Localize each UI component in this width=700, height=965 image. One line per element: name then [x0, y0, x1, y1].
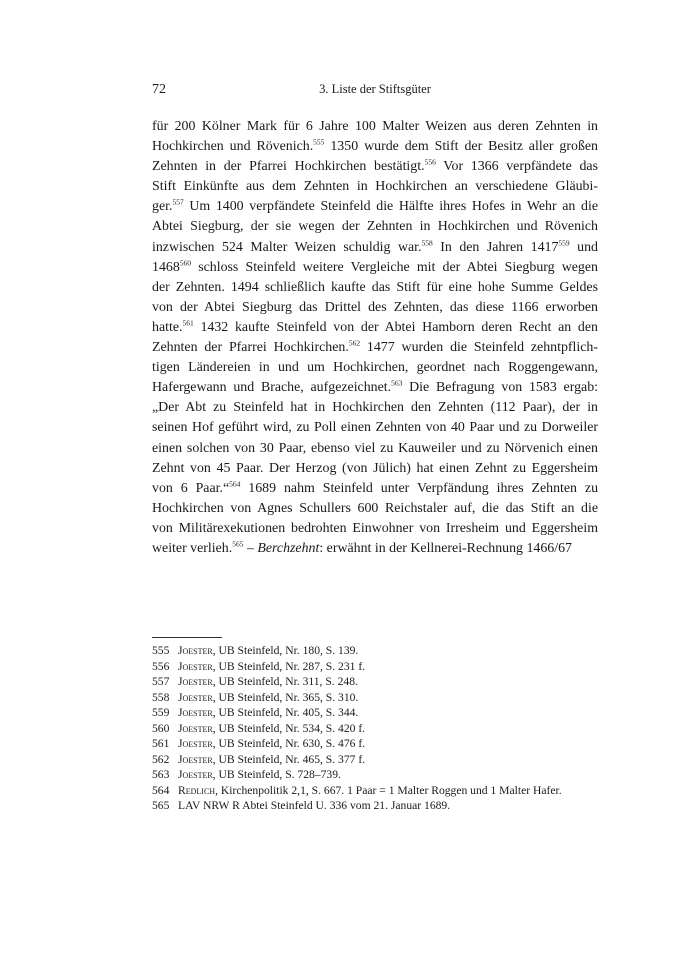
footnote-author: Redlich	[178, 783, 216, 797]
footnote-author: Joester	[178, 721, 213, 735]
text-line: inzwischen 524 Malter Weizen schuldig war.$^{558}$ In den Jahren 1417$^{559}$ und	[152, 237, 599, 255]
text-line: seinen Hof geführt wird, zu Poll einen Zehnten von 40 Paar und zu Dorweiler	[152, 420, 598, 436]
footnote-ref[interactable]: 559	[558, 237, 570, 247]
footnote-number: 562	[152, 752, 170, 766]
footnote-text: , UB Steinfeld, S. 728–739.	[212, 768, 341, 781]
footnote	[152, 643, 598, 659]
footnote	[152, 783, 598, 799]
footnote-text: , Kirchenpolitik 2,1, S. 667. 1 Paar = 1 Malter Roggen und 1 Malter Hafer.	[215, 783, 562, 797]
footnote-author: Joester	[178, 675, 213, 688]
footnote-author: Joester	[178, 768, 213, 781]
footnote-number: 556	[152, 659, 170, 673]
footnote-number: 557	[152, 675, 170, 688]
text-line: von 6 Paar.“$^{564}$ 1689 nahm Steinfeld unter Verpfändung ihres Zehnten zu	[152, 479, 599, 496]
text-line: der Zehnten. 1494 schließlich kaufte das Stift für eine hohe Summe Geldes	[152, 279, 598, 295]
footnote-ref[interactable]: 556	[424, 157, 436, 167]
text-line: von der Abtei Siegburg das Drittel des Zehnten, das diese 1166 erworben	[152, 299, 598, 315]
footnote-ref[interactable]: 557	[172, 197, 184, 207]
running-title: 3. Liste der Stiftsgüter	[319, 82, 431, 96]
footnote	[152, 659, 598, 675]
footnote-number: 558	[152, 690, 170, 704]
footnote-author: Joester	[178, 690, 213, 704]
footnote-text: , UB Steinfeld, Nr. 465, S. 377 f.	[212, 752, 366, 766]
text-line: von Militärexekutionen bedrohten Einwohner von Irresheim und Eggersheim	[152, 520, 598, 536]
footnote-ref[interactable]: 562	[348, 338, 361, 348]
footnote-text: , UB Steinfeld, Nr. 287, S. 231 f.	[212, 659, 366, 673]
footnote-ref[interactable]: 558	[421, 237, 433, 247]
footnote-text: , UB Steinfeld, Nr. 180, S. 139.	[212, 644, 359, 657]
footnote-number: 555	[152, 644, 170, 657]
text-line: Zehnten der Pfarrei Hochkirchen.$^{562}$ 1477 wurden die Steinfeld zehntpflich-	[152, 338, 598, 356]
footnote	[152, 798, 598, 814]
footnote	[152, 705, 598, 721]
text-line: Zehnten in der Pfarrei Hochkirchen bestätigt.$^{556}$ Vor 1366 verpfändete das	[152, 157, 598, 175]
text-line: Abtei Siegburg, der sie wegen der Zehnten in Hochkirchen und Rövenich	[152, 219, 598, 235]
main-text	[152, 117, 598, 559]
text-line: ger.$^{557}$ Um 1400 verpfändete Steinfeld die Hälfte ihres Hofes in Wehr an die	[152, 197, 598, 215]
footnote-number: 563	[152, 768, 170, 781]
footnote	[152, 752, 598, 768]
text-line: 1468$^{560}$ schloss Steinfeld weitere Vergleiche mit der Abtei Siegburg wegen	[152, 258, 598, 275]
footnote-number: 560	[152, 721, 170, 735]
text-line: „Der Abt zu Steinfeld hat in Hochkirchen den Zehnten (112 Paar), der in	[152, 400, 598, 416]
footnote-text: LAV NRW R Abtei Steinfeld U. 336 vom 21. Januar 1689.	[178, 799, 451, 812]
footnote	[152, 736, 598, 752]
text-line: Hochkirchen und Rövenich.$^{555}$ 1350 wurde dem Stift der Besitz aller großen	[152, 137, 598, 155]
footnote-ref[interactable]: 563	[391, 378, 403, 388]
emphasized-term: Berchzehnt	[257, 540, 320, 556]
footnote-text: , UB Steinfeld, Nr. 365, S. 310.	[212, 690, 359, 704]
footnote	[152, 721, 598, 737]
text-line: Zehnt von 45 Paar. Der Herzog (von Jülich) hat einen Zehnt zu Eggersheim	[152, 460, 598, 476]
footnote-author: Joester	[178, 644, 213, 657]
footnote-number: 565	[152, 799, 170, 812]
footnote	[152, 767, 598, 783]
footnote-ref[interactable]: 555	[313, 137, 325, 147]
footnote-author: Joester	[178, 659, 213, 673]
text-line: weiter verlieh.$^{565}$ – Berchzehnt: erwähnt in der Kellnerei-Rechnung 1466/67	[152, 539, 572, 556]
text-line: für 200 Kölner Mark für 6 Jahre 100 Malter Weizen aus deren Zehnten in	[152, 119, 598, 134]
text-line: Hafergewann und Brache, aufgezeichnet.$^{563}$ Die Befragung von 1583 ergab:	[152, 378, 598, 396]
footnote-number: 561	[152, 737, 170, 750]
footnote-ref[interactable]: 560	[179, 258, 192, 268]
footnote-text: , UB Steinfeld, Nr. 630, S. 476 f.	[212, 737, 366, 750]
footnote-ref[interactable]: 561	[182, 318, 194, 328]
text-line: Hochkirchen von Agnes Schullers 600 Reichstaler auf, die das Stift an die	[152, 500, 598, 516]
footnote-text: , UB Steinfeld, Nr. 534, S. 420 f.	[212, 721, 366, 735]
page-header	[152, 82, 598, 102]
footnote	[152, 690, 598, 706]
footnote-author: Joester	[178, 706, 213, 719]
text-line: tigen Ländereien in und um Hochkirchen, geordnet nach Roggengewann,	[152, 360, 598, 376]
footnote-text: , UB Steinfeld, Nr. 405, S. 344.	[212, 706, 359, 719]
text-line: einen solchen von 30 Paar, ebenso viel zu Kauweiler und zu Nörvenich einen	[152, 440, 598, 456]
footnote	[152, 674, 598, 690]
footnote-text: , UB Steinfeld, Nr. 311, S. 248.	[212, 675, 358, 688]
text-line: hatte.$^{561}$ 1432 kaufte Steinfeld von der Abtei Hamborn deren Recht an den	[152, 318, 598, 335]
footnote-number: 559	[152, 706, 170, 719]
footnote-author: Joester	[178, 737, 213, 750]
page-number: 72	[152, 82, 166, 97]
text-line: Stift Einkünfte aus dem Zehnten in Hochkirchen an verschiedene Gläubi-	[152, 179, 598, 195]
footnote-ref[interactable]: 564	[229, 479, 241, 489]
footnote-ref[interactable]: 565	[232, 539, 244, 549]
footnotes	[152, 643, 598, 814]
footnote-author: Joester	[178, 752, 213, 766]
footnote-separator	[152, 637, 222, 638]
footnote-number: 564	[152, 783, 170, 797]
